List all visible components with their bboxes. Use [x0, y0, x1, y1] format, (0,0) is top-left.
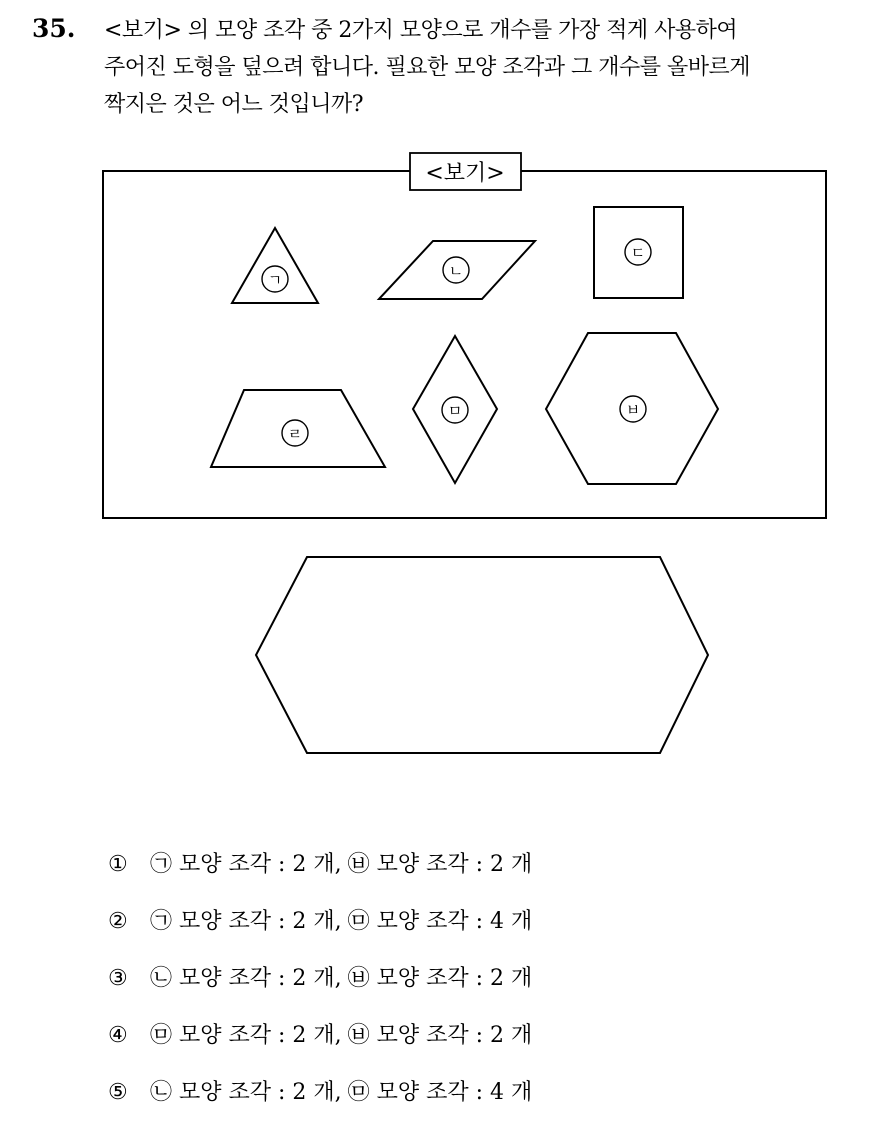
example-box-label: <보기> — [425, 161, 505, 186]
choice-1[interactable] — [108, 836, 538, 893]
choice-number: ⑤ — [108, 1079, 128, 1105]
piece-label-trapezoid: ㄹ — [287, 425, 303, 443]
choice-3[interactable] — [108, 950, 538, 1007]
choice-5[interactable] — [108, 1064, 538, 1121]
choice-number: ① — [108, 851, 128, 877]
choice-number: ④ — [108, 1022, 128, 1048]
question-line-2: 주어진 도형을 덮으려 합니다. 필요한 모양 조각과 그 개수를 올바르게 — [104, 55, 750, 80]
question-line-1: <보기> 의 모양 조각 중 2가지 모양으로 개수를 가장 적게 사용하여 — [104, 18, 738, 43]
choice-second-part: ㉥ 모양 조각 : 2 개 — [347, 965, 533, 991]
choice-second-part: ㉤ 모양 조각 : 4 개 — [347, 1079, 533, 1105]
piece-label-hexagon: ㅂ — [625, 401, 641, 419]
piece-label-rhombus: ㅁ — [447, 402, 463, 420]
question-number: 35. — [32, 14, 76, 43]
choice-first-part: ㉡ 모양 조각 : 2 개, — [150, 1079, 342, 1105]
choice-second-part: ㉥ 모양 조각 : 2 개 — [347, 1022, 533, 1048]
target-shape — [256, 557, 708, 753]
choice-2[interactable] — [108, 893, 538, 950]
choice-first-part: ㉠ 모양 조각 : 2 개, — [150, 851, 342, 877]
choice-4[interactable] — [108, 1007, 538, 1064]
choice-first-part: ㉠ 모양 조각 : 2 개, — [150, 908, 342, 934]
choice-first-part: ㉡ 모양 조각 : 2 개, — [150, 965, 342, 991]
piece-label-parallelogram: ㄴ — [448, 262, 464, 280]
question-line-3: 짝지은 것은 어느 것입니까? — [104, 92, 364, 117]
choice-second-part: ㉥ 모양 조각 : 2 개 — [347, 851, 533, 877]
choice-second-part: ㉤ 모양 조각 : 4 개 — [347, 908, 533, 934]
choice-first-part: ㉤ 모양 조각 : 2 개, — [150, 1022, 342, 1048]
choice-number: ③ — [108, 965, 128, 991]
piece-label-square: ㄷ — [630, 244, 646, 262]
answer-choices — [108, 836, 538, 1121]
choice-number: ② — [108, 908, 128, 934]
piece-label-triangle: ㄱ — [267, 271, 283, 289]
